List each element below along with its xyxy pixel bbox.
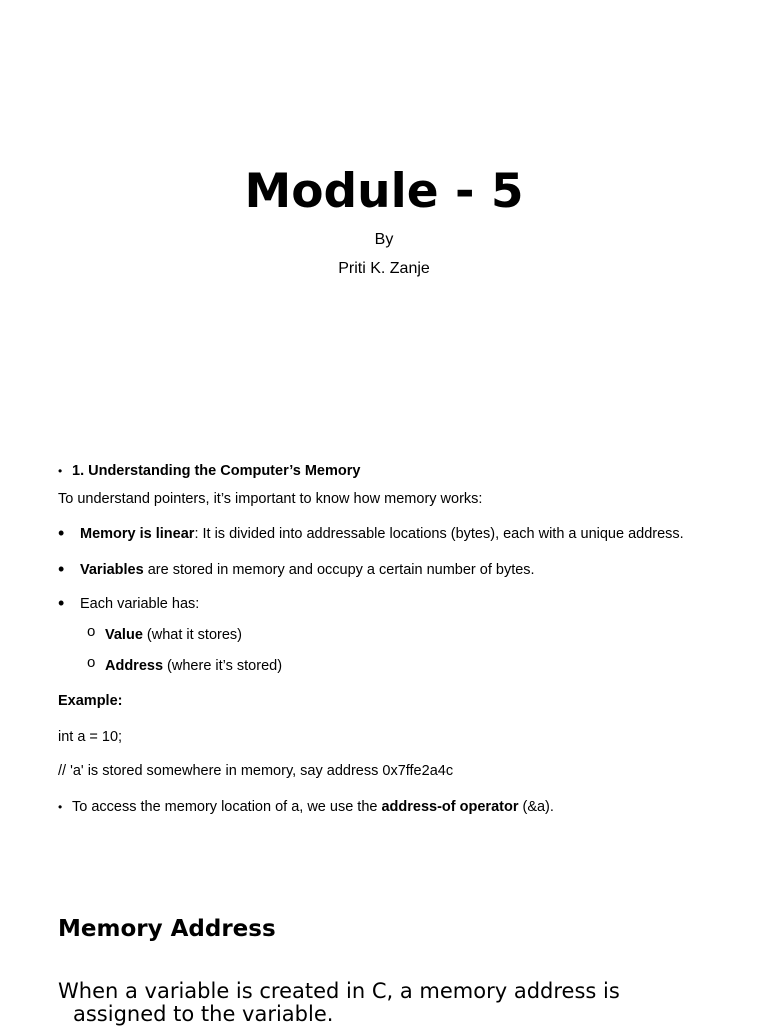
- bullet-memory-linear: [58, 523, 684, 544]
- memory-address-paragraph: [58, 980, 698, 1026]
- bullet-dot: •: [58, 559, 65, 579]
- example-label: [58, 691, 122, 711]
- sub-bullet-bold: Address: [105, 658, 164, 674]
- bullet-text: are stored in memory and occupy a certain number of bytes.: [143, 562, 535, 578]
- bullet-circle: o: [87, 654, 96, 671]
- bullet-dot: •: [58, 464, 63, 478]
- bullet-text: : It is divided into addressable locations (bytes), each with a unique address.: [194, 526, 684, 542]
- sub-bullet-text: (where it’s stored): [163, 658, 283, 674]
- bullet-text: Each variable has:: [80, 596, 200, 612]
- bullet-bold: Variables: [80, 562, 144, 578]
- author-name: Priti K. Zanje: [338, 260, 430, 277]
- bullet-variables: [58, 559, 535, 580]
- sub-bullet-text: (what it stores): [142, 627, 242, 643]
- intro-text: To understand pointers, it’s important to know how memory works:: [58, 491, 483, 507]
- sub-bullet-address: [87, 654, 283, 676]
- bullet-each-variable: [58, 593, 200, 614]
- paragraph-line-2: assigned to the variable.: [73, 1002, 334, 1026]
- bullet-circle: o: [87, 623, 96, 640]
- memory-address-heading: Memory Address: [58, 916, 276, 942]
- by-label: By: [374, 231, 394, 248]
- access-bold: address-of operator: [381, 799, 519, 815]
- sub-bullet-bold: Value: [105, 627, 143, 643]
- bullet-dot: •: [58, 800, 63, 814]
- section-heading: [58, 461, 360, 481]
- example-label-text: Example:: [58, 693, 123, 709]
- bullet-dot: •: [58, 593, 65, 613]
- comment-line: // 'a' is stored somewhere in memory, say address 0x7ffe2a4c: [58, 763, 454, 779]
- paragraph-line-1: When a variable is created in C, a memory address is: [58, 979, 620, 1003]
- bullet-dot: •: [58, 523, 65, 543]
- sub-bullet-value: [87, 623, 242, 645]
- section-heading-text: 1. Understanding the Computer’s Memory: [72, 463, 361, 479]
- access-bullet: [58, 797, 554, 817]
- code-line: int a = 10;: [58, 729, 123, 745]
- page-title: Module - 5: [244, 164, 524, 219]
- access-text-end: (&a).: [518, 799, 554, 815]
- bullet-bold: Memory is linear: [80, 526, 195, 542]
- access-text: To access the memory location of a, we use the: [72, 799, 382, 815]
